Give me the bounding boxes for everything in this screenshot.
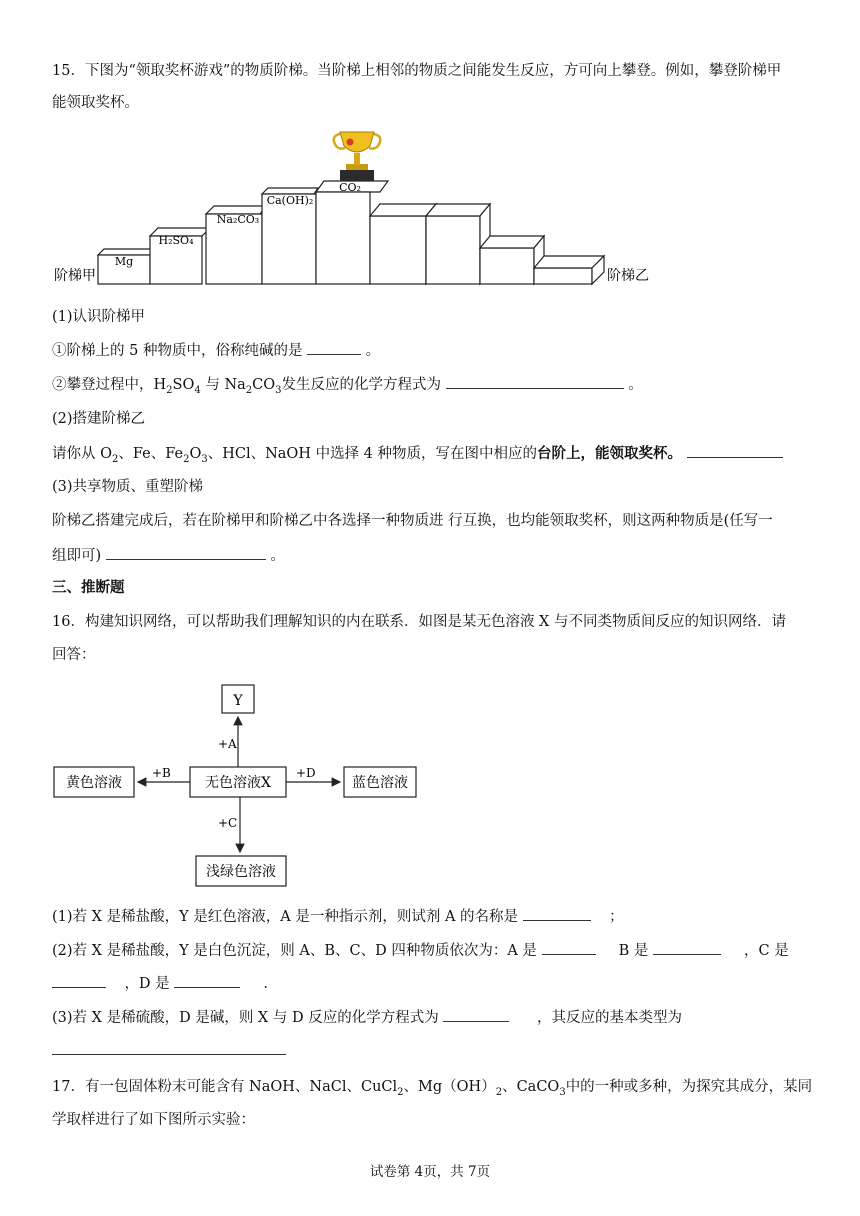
answer-blank[interactable] (523, 906, 591, 921)
q16-p1: (1)若 X 是稀盐酸，Y 是红色溶液，A 是一种指示剂，则试剂 A 的名称是 ； (52, 906, 624, 927)
step-caoh2: Ca(OH)₂ (266, 194, 314, 207)
arrow-label-a: +A (218, 737, 237, 751)
q16-line2: 回答： (52, 647, 96, 663)
q16-line1: 16．构建知识网络，可以帮助我们理解知识的内在联系．如图是某无色溶液 X 与不同类物质间反应的知识网络．请 (52, 614, 786, 630)
q16-p3-line1: (3)若 X 是稀硫酸，D 是碱，则 X 与 D 反应的化学方程式为 ，其反应的基本类型为 (52, 1007, 682, 1028)
q15-p3-head: (3)共享物质、重塑阶梯 (52, 479, 204, 495)
answer-blank[interactable] (443, 1007, 509, 1022)
section-heading: 三、推断题 (52, 579, 125, 596)
q15-p1-head: (1)认识阶梯甲 (52, 309, 146, 325)
q15-line1: 15．下图为“领取奖杯游戏”的物质阶梯。当阶梯上相邻的物质之间能发生反应，方可向上攀登。例如，攀登阶梯甲 (52, 63, 782, 79)
stair-right-label: 阶梯乙 (607, 268, 649, 284)
arrow-label-d: +D (296, 766, 316, 780)
q17-line1: 17．有一包固体粉末可能含有 NaOH、NaCl、CuCl$_2$、$Mg(OH)_2$、CaCO$_3$中的一种或多种，为探究其成分，某同 (52, 1079, 813, 1098)
stair-left-label: 阶梯甲 (54, 268, 96, 284)
q15-p1-q2: ②攀登过程中，$H_2SO_4$ 与 $Na_2CO_3$发生反应的化学方程式为 。 (52, 374, 643, 401)
step-h2so4: H₂SO₄ (158, 234, 194, 247)
reaction-network-diagram (0, 675, 860, 895)
q16-p3-line2 (52, 1040, 286, 1061)
q15-p1-q1: ①阶梯上的 5 种物质中，俗称纯碱的是 。 (52, 340, 380, 361)
answer-blank[interactable] (687, 443, 783, 458)
step-co2: CO₂ (339, 181, 361, 194)
step-na2co3: Na₂CO₃ (216, 213, 260, 226)
step-mg: Mg (114, 255, 134, 268)
q15-p3-line1: 阶梯乙搭建完成后，若在阶梯甲和阶梯乙中各选择一种物质进 行互换，也均能领取奖杯，则这两种物质是(任写一 (52, 513, 773, 529)
answer-blank[interactable] (174, 973, 240, 988)
arrow-label-c: +C (218, 816, 238, 830)
node-center-x: 无色溶液X (205, 775, 271, 791)
q15-p2-body: 请你从 $O_2$、Fe、$Fe_2O_3$、HCl、NaOH 中选择 4 种物质，写在图中相应的台阶上，能领取奖杯。 (52, 443, 783, 470)
q16-p2-line1: (2)若 X 是稀盐酸，Y 是白色沉淀，则 A、B、C、D 四种物质依次为：A 是 B 是 ，C 是 (52, 940, 789, 961)
answer-blank[interactable] (653, 940, 721, 955)
answer-blank[interactable] (542, 940, 596, 955)
answer-blank[interactable] (52, 1040, 286, 1055)
node-light-green-solution: 浅绿色溶液 (206, 864, 276, 880)
q15-p2-head: (2)搭建阶梯乙 (52, 411, 146, 427)
q15-p3-line2: 组即可) 。 (52, 545, 285, 566)
answer-blank[interactable] (446, 374, 624, 389)
trophy-icon (334, 132, 381, 181)
node-yellow-solution: 黄色溶液 (66, 775, 122, 791)
stairs-diagram (0, 120, 860, 290)
answer-blank[interactable] (307, 340, 361, 355)
q16-p2-line2: ，D 是 . (52, 973, 268, 994)
page-footer: 试卷第 4页，共 7页 (369, 1164, 491, 1180)
answer-blank[interactable] (52, 973, 106, 988)
node-y: Y (233, 693, 243, 709)
node-blue-solution: 蓝色溶液 (352, 775, 408, 791)
q15-line2: 能领取奖杯。 (52, 95, 139, 111)
answer-blank[interactable] (106, 545, 266, 560)
q17-line2: 学取样进行了如下图所示实验： (52, 1112, 255, 1128)
arrow-label-b: +B (152, 766, 171, 780)
